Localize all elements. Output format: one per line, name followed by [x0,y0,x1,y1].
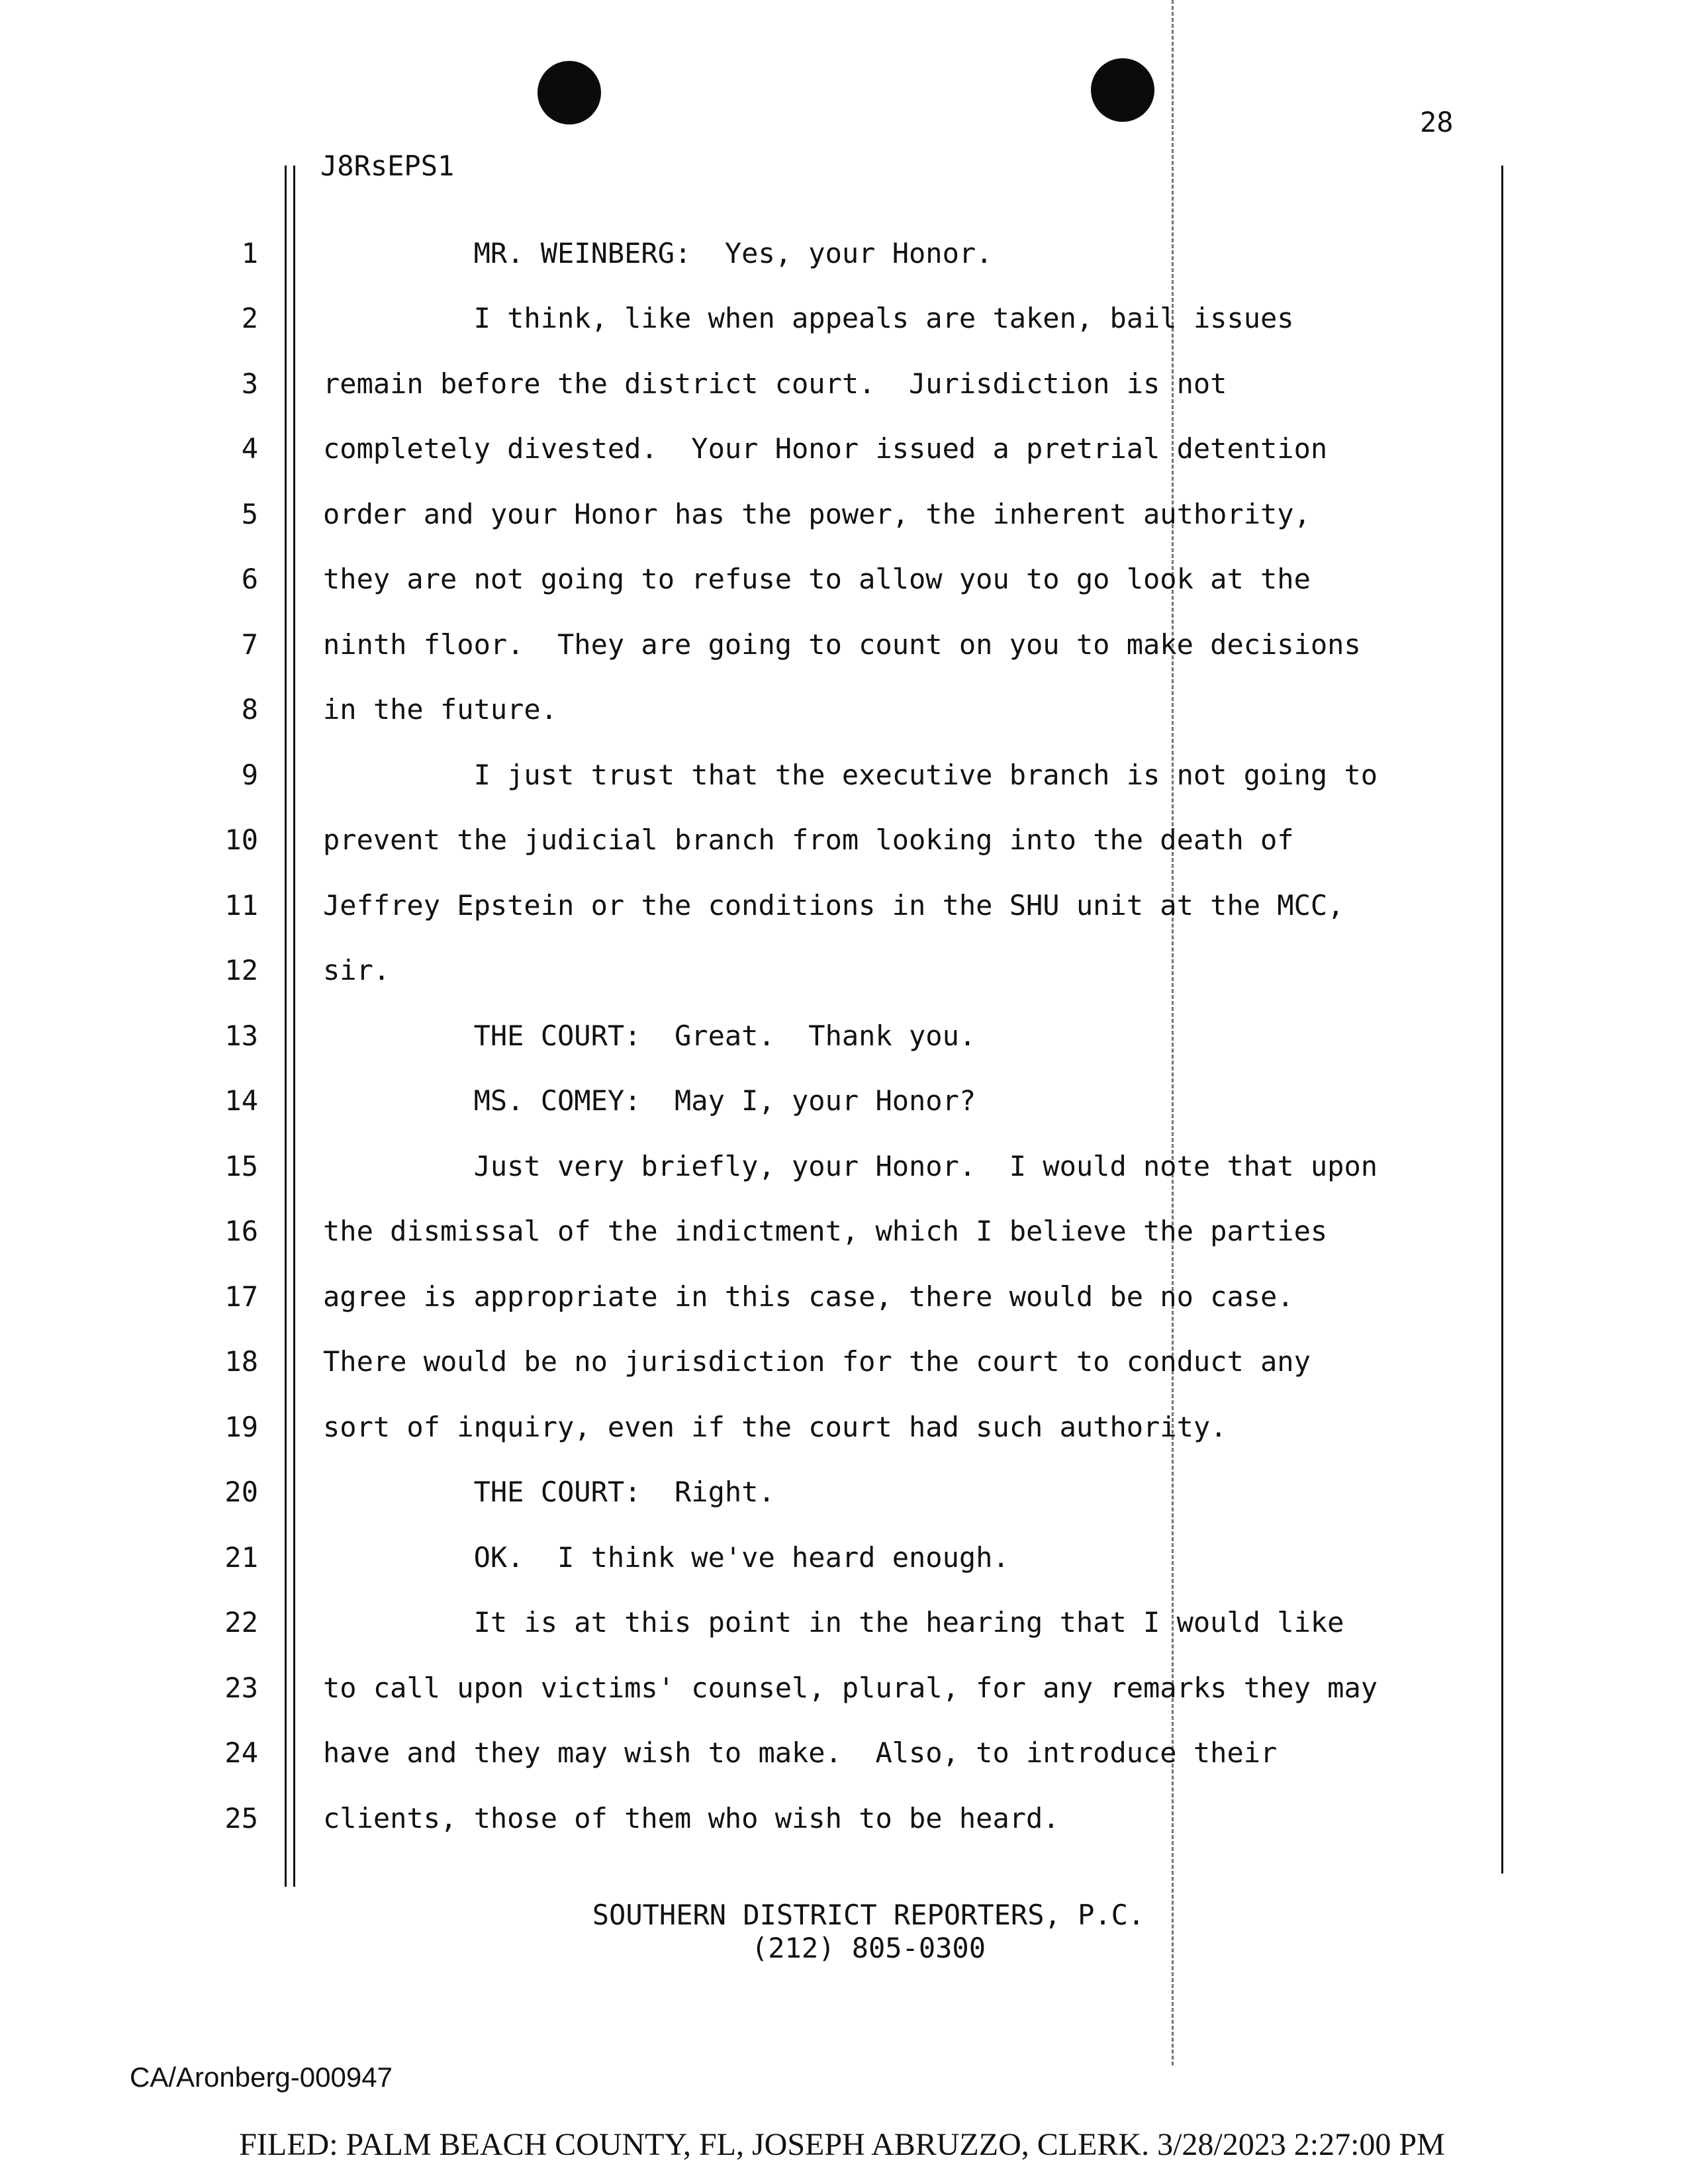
transcript-line: ninth floor. They are going to count on you to make decisions [323,628,1361,661]
transcript-line: have and they may wish to make. Also, to introduce their [323,1736,1278,1769]
reporter-name: SOUTHERN DISTRICT REPORTERS, P.C. [592,1899,1145,1931]
line-number: 16 [224,1215,258,1247]
line-number: 6 [241,563,258,595]
transcript-line: THE COURT: Great. Thank you. [323,1020,976,1052]
line-number: 23 [224,1672,258,1704]
bates-number: CA/Aronberg-000947 [130,2062,393,2093]
punch-hole-right [1091,58,1154,122]
transcript-line: It is at this point in the hearing that I would like [323,1606,1344,1638]
transcript-header-code: J8RsEPS1 [320,150,455,182]
line-number: 3 [241,367,258,400]
transcript-line: prevent the judicial branch from looking into the death of [323,824,1294,856]
transcript-line: Jeffrey Epstein or the conditions in the SHU unit at the MCC, [323,889,1344,922]
transcript-line: THE COURT: Right. [323,1476,775,1508]
transcript-line: clients, those of them who wish to be heard. [323,1802,1060,1834]
line-number: 1 [241,237,258,269]
filed-stamp: FILED: PALM BEACH COUNTY, FL, JOSEPH ABRUZZO, CLERK. 3/28/2023 2:27:00 PM [239,2127,1445,2162]
line-number: 7 [241,628,258,661]
left-margin-rule-outer [285,166,287,1887]
line-number: 17 [224,1280,258,1313]
right-margin-rule [1501,166,1503,1874]
punch-hole-left [538,61,601,124]
line-number: 22 [224,1606,258,1638]
page-number: 28 [1420,106,1454,138]
transcript-line: they are not going to refuse to allow you to go look at the [323,563,1311,595]
transcript-line: MR. WEINBERG: Yes, your Honor. [323,237,993,269]
transcript-line: I think, like when appeals are taken, bail issues [323,302,1294,334]
line-number: 10 [224,824,258,856]
transcript-line: OK. I think we've heard enough. [323,1541,1009,1574]
line-number: 5 [241,498,258,530]
transcript-line: completely divested. Your Honor issued a pretrial detention [323,432,1328,465]
transcript-line: sir. [323,954,391,986]
line-number: 14 [224,1084,258,1117]
line-number: 12 [224,954,258,986]
transcript-line: MS. COMEY: May I, your Honor? [323,1084,976,1117]
line-number: 13 [224,1020,258,1052]
line-number: 2 [241,302,258,334]
transcript-line: in the future. [323,693,558,726]
transcript-line: I just trust that the executive branch is not going to [323,759,1378,791]
line-number: 24 [224,1736,258,1769]
transcript-line: remain before the district court. Jurisdiction is not [323,367,1227,400]
line-number: 21 [224,1541,258,1574]
transcript-line: order and your Honor has the power, the inherent authority, [323,498,1311,530]
line-number: 20 [224,1476,258,1508]
line-number: 18 [224,1345,258,1378]
reporter-phone: (212) 805-0300 [751,1932,986,1964]
line-number: 11 [224,889,258,922]
line-number: 19 [224,1411,258,1443]
line-number: 9 [241,759,258,791]
transcript-line: sort of inquiry, even if the court had such authority. [323,1411,1227,1443]
line-number: 25 [224,1802,258,1834]
transcript-line: There would be no jurisdiction for the court to conduct any [323,1345,1311,1378]
transcript-line: Just very briefly, your Honor. I would note that upon [323,1150,1378,1182]
transcript-line: the dismissal of the indictment, which I believe the parties [323,1215,1328,1247]
line-number: 15 [224,1150,258,1182]
left-margin-rule-inner [293,166,295,1887]
line-number: 8 [241,693,258,726]
transcript-line: to call upon victims' counsel, plural, for any remarks they may [323,1672,1378,1704]
line-number: 4 [241,432,258,465]
transcript-line: agree is appropriate in this case, there would be no case. [323,1280,1294,1313]
